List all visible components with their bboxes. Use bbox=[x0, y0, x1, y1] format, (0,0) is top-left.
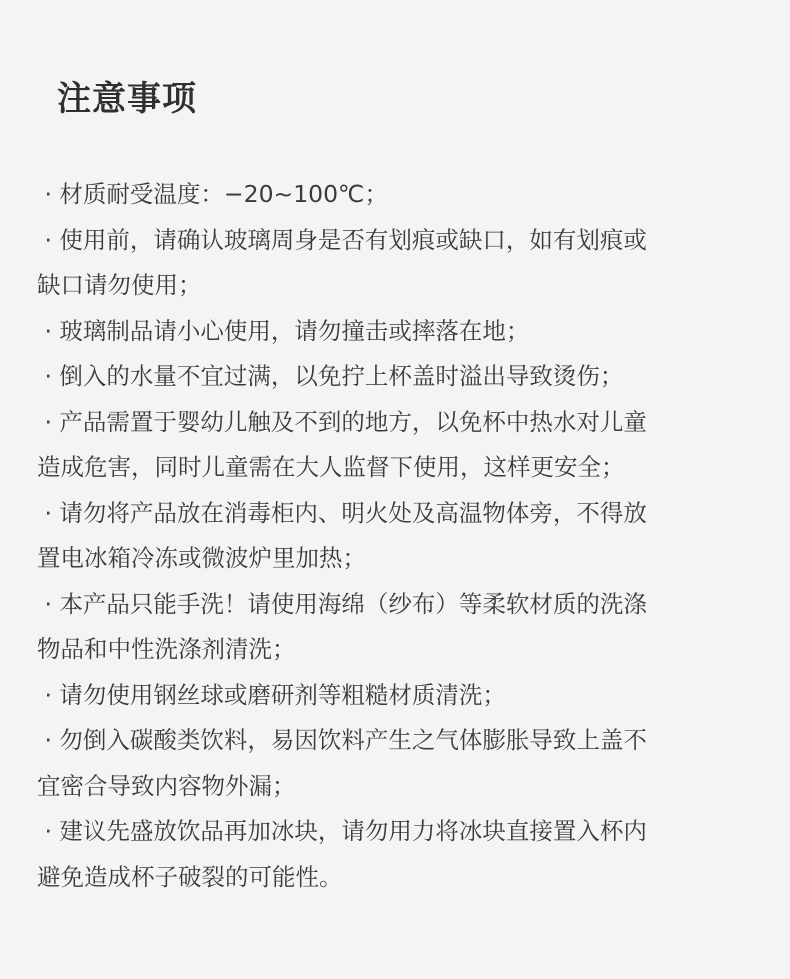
note-item: · 产品需置于婴幼儿触及不到的地方，以免杯中热水对儿童 造成危害，同时儿童需在大人监督下使用，这样更安全； bbox=[37, 407, 647, 481]
note-item: · 材质耐受温度：−20~100℃； bbox=[37, 180, 388, 208]
note-item: · 玻璃制品请小心使用，请勿撞击或摔落在地； bbox=[37, 316, 530, 345]
note-item: · 使用前，请确认玻璃周身是否有划痕或缺口，如有划痕或 缺口请勿使用； bbox=[37, 225, 647, 299]
note-item: · 勿倒入碳酸类饮料，易因饮料产生之气体膨胀导致上盖不 宜密合导致内容物外漏； bbox=[37, 726, 647, 800]
page-title: 注意事项 bbox=[57, 79, 197, 119]
note-item: · 请勿将产品放在消毒柜内、明火处及高温物体旁，不得放 置电冰箱冷冻或微波炉里加热； bbox=[37, 498, 647, 572]
note-item: · 倒入的水量不宜过满，以免拧上杯盖时溢出导致烫伤； bbox=[37, 362, 624, 390]
notes-list bbox=[37, 172, 737, 900]
note-item: · 请勿使用钢丝球或磨研剂等粗糙材质清洗； bbox=[37, 680, 506, 709]
note-item: · 本产品只能手洗！请使用海绵（纱布）等柔软材质的洗涤 物品和中性洗涤剂清洗； bbox=[37, 589, 647, 663]
note-item: · 建议先盛放饮品再加冰块，请勿用力将冰块直接置入杯内 避免造成杯子破裂的可能性。 bbox=[37, 817, 647, 891]
